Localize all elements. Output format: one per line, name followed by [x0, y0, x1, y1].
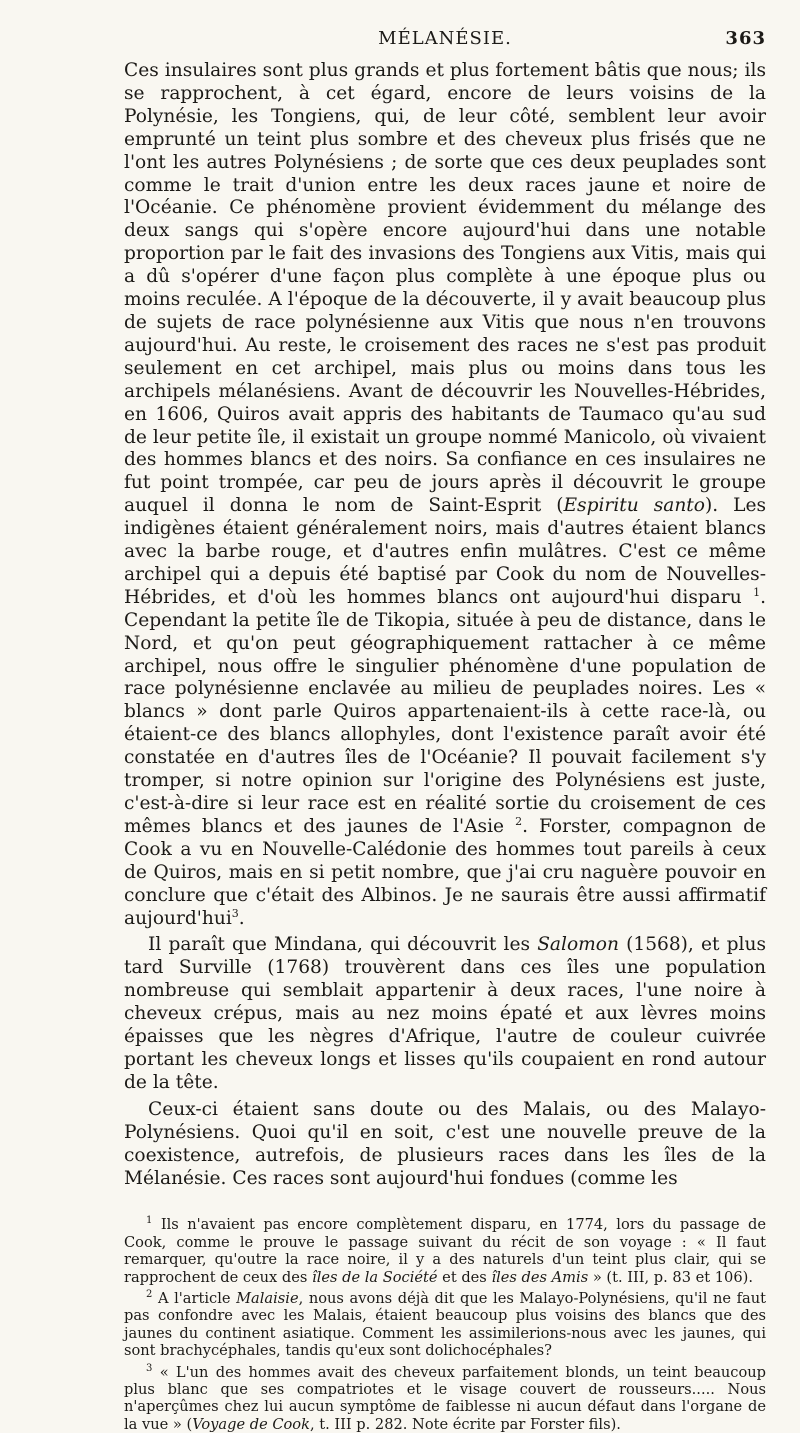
text-run: Ces insulaires sont plus grands et plus fortement bâtis que nous; ils se rapprochent, à cet égard, encore de leurs voisins de la Polynésie, les Tongiens, qui, de leur côté, semblent leur avoir emprunté un teint plus sombre et des cheveux plus frisés que ne l'ont les autres Polynésiens ; de sorte que ces deux peuplades sont comme le trait d'union entre les deux races jaune et noire de l'Océanie. Ce phénomène provient évidemment du mélange des deux sangs qui s'opère encore aujourd'hui dans une notable proportion par le fait des invasions des Tongiens aux Vitis, mais qui a dû s'opérer d'une façon plus complète à une époque plus ou moins reculée. A l'époque de la découverte, il y avait beaucoup plus de sujets de race polynésienne aux Vitis que nous n'en trouvons aujourd'hui. Au reste, le croisement des races ne s'est pas produit seulement en cet archipel, mais plus ou moins dans tous les archipels mélanésiens. Avant de découvrir les Nouvelles-Hébrides, en 1606, Quiros avait appris des habitants de Taumaco qu'au sud de leur petite île, il existait un groupe nommé Manicolo, où vivaient des hommes blancs et des noirs. Sa confiance en ces insulaires ne fut point trompée, car peu de jours après il découvrit le groupe auquel il donna le nom de Saint-Esprit (	[124, 60, 766, 517]
text-run: Il paraît que Mindana, qui découvrit les	[148, 934, 538, 956]
italic-text: Voyage de Cook	[192, 1415, 310, 1433]
footnote-ref: 1	[753, 585, 761, 599]
text-run: . Cependant la petite île de Tikopia, située à peu de distance, dans le Nord, et qu'on peut géographiquement rattacher à ce même archipel, nous offre le singulier phénomène d'une population de race polynésienne enclavée au milieu de peuplades noires. Les « blancs » dont parle Quiros appartenaient-ils à cette race-là, ou étaient-ce des blancs allophyles, dont l'existence paraît avoir été constatée en d'autres îles de l'Océanie? Il pouvait facilement s'y tromper, si notre opinion sur l'origine des Polynésiens est juste, c'est-à-dire si leur race est en réalité sortie du croisement de ces mêmes blancs et des jaunes de l'Asie	[124, 586, 766, 837]
paragraph	[124, 1099, 766, 1191]
text-run: , nous avons déjà dit que les Malayo-Polynésiens, qu'il ne faut pas confondre avec les Malais, étaient beaucoup plus voisins des blancs que des jaunes du continent asiatique. Comment les assimilerions-nous avec les jaunes, qui sont brachycéphales, tandis qu'eux sont dolichocéphales?	[124, 1290, 766, 1360]
text-run: « L'un des hommes avait des cheveux parfaitement blonds, un teint beaucoup plus blanc que ses compatriotes et le visage couvert de rousseurs..... Nous n'aperçûmes chez lui aucun symptôme de faiblesse ni aucun défaut dans l'organe de la vue » (	[124, 1363, 767, 1433]
paragraph	[124, 934, 766, 1094]
text-run: et des	[437, 1268, 492, 1286]
italic-text: Salomon	[537, 934, 619, 956]
footnote	[124, 1290, 766, 1360]
footnote-number: 2	[146, 1289, 153, 1301]
text-run: A l'article	[157, 1290, 237, 1308]
footnotes	[124, 1216, 766, 1433]
text-run: , t. III p. 282. Note écrite par Forster fils).	[309, 1415, 621, 1433]
italic-text: Espiritu santo	[563, 495, 705, 517]
text-run: ). Les indigènes étaient généralement noirs, mais d'autres étaient blancs avec la barbe rouge, et d'autres enfin mulâtres. C'est ce même archipel qui a depuis été baptisé par Cook du nom de Nouvelles-Hébrides, et d'où les hommes blancs ont aujourd'hui disparu	[124, 495, 766, 608]
text-run: Ceux-ci étaient sans doute ou des Malais, ou des Malayo-Polynésiens. Quoi qu'il en soit, c'est une nouvelle preuve de la coexistence, autrefois, de plusieurs races dans les îles de la Mélanésie. Ces races sont aujourd'hui fondues (comme les	[124, 1098, 766, 1189]
text-run: .	[238, 907, 245, 929]
italic-text: îles de la Société	[312, 1268, 438, 1286]
text-run: . Forster, compagnon de Cook a vu en Nouvelle-Calédonie des hommes tout pareils à ceux de Quiros, mais en si petit nombre, que j'ai cru naguère pouvoir en conclure que c'était des Albinos. Je ne saurais être aussi affirmatif aujourd'hui	[124, 815, 766, 929]
text-run: » (t. III, p. 83 et 106).	[588, 1268, 753, 1286]
footnote-number: 3	[146, 1362, 153, 1374]
paragraph	[124, 60, 766, 930]
text-run: (1568), et plus tard Surville (1768) trouvèrent dans ces îles une population nombreuse qui semblait appartenir à deux races, l'une noire à cheveux crépus, mais au nez moins épaté et aux lèvres moins épaisses que les nègres d'Afrique, l'autre de couleur cuivrée portant les cheveux longs et lisses qu'ils coupaient en rond autour de la tête.	[124, 934, 767, 1093]
running-header	[124, 28, 766, 52]
italic-text: Malaisie	[236, 1290, 299, 1308]
footnote-number: 1	[146, 1215, 153, 1227]
text-run: Ils n'avaient pas encore complètement disparu, en 1774, lors du passage de Cook, comme le prouve le passage suivant du récit de son voyage : « Il faut remarquer, qu'outre la race noire, il y a des naturels d'un teint plus clair, qui se rapprochent de ceux des	[124, 1216, 767, 1286]
footnote-ref: 2	[515, 814, 523, 828]
body-text	[124, 60, 766, 1190]
running-title: MÉLANÉSIE.	[378, 28, 512, 49]
footnote-ref: 3	[231, 906, 239, 920]
footnote	[124, 1216, 766, 1286]
page-number: 363	[725, 28, 766, 49]
italic-text: îles des Amis	[491, 1268, 589, 1286]
footnote	[124, 1364, 766, 1433]
